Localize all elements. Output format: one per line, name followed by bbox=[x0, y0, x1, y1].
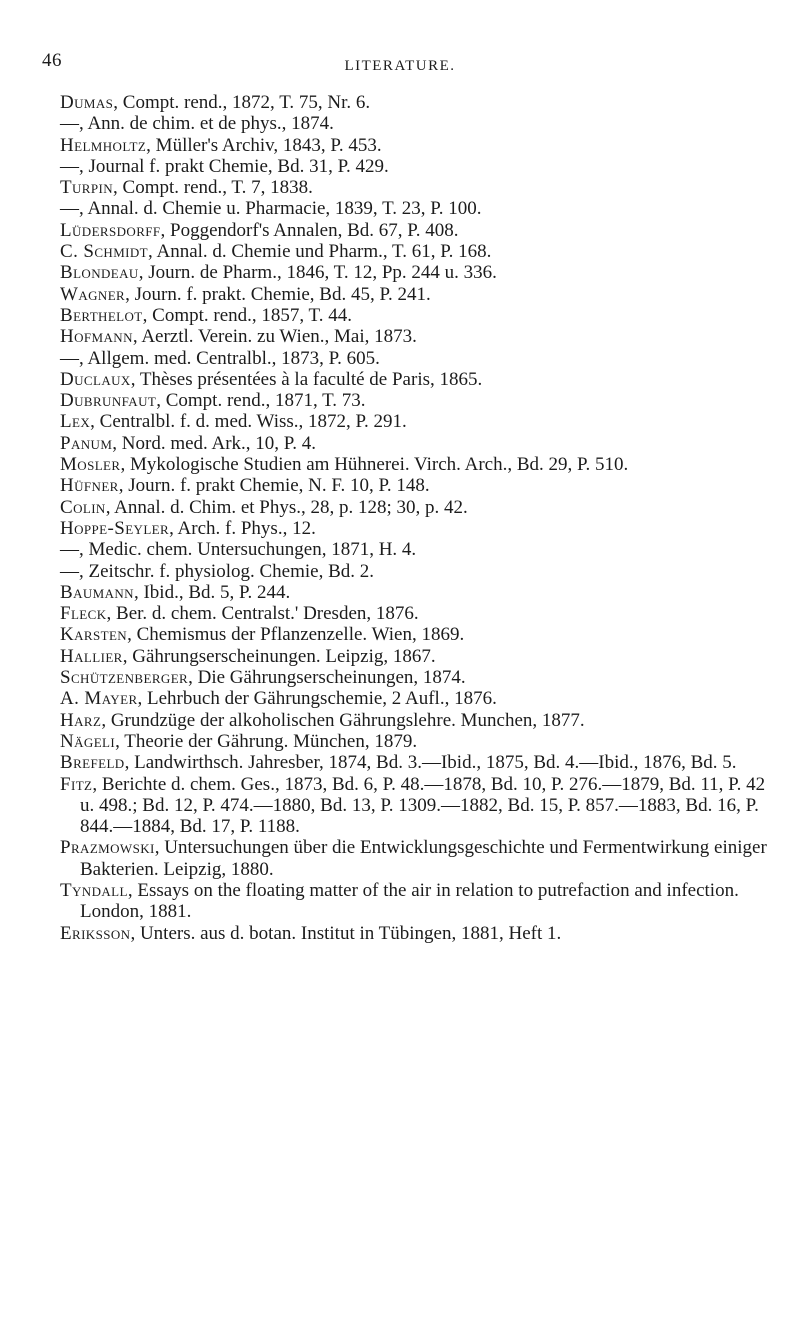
entry-author: Schützenberger bbox=[60, 667, 189, 689]
entry-citation: —, Ann. de chim. et de phys., 1874. bbox=[60, 113, 334, 135]
entry-citation: , Mykologische Studien am Hühnerei. Virch. Arch., Bd. 29, P. 510. bbox=[120, 454, 629, 476]
bibliography-entry bbox=[60, 688, 778, 709]
entry-author: Karsten bbox=[60, 624, 128, 646]
bibliography-entry bbox=[60, 667, 778, 688]
running-head: LITERATURE. bbox=[344, 58, 456, 74]
entry-author: Blondeau bbox=[60, 262, 139, 284]
entry-citation: , Aerztl. Verein. zu Wien., Mai, 1873. bbox=[132, 326, 417, 348]
entry-citation: , Berichte d. chem. Ges., 1873, Bd. 6, P. 48.—1878, Bd. 10, P. 276.—1879, Bd. 11, P. 42 u. 498.; Bd. 12, P. 474.—1880, Bd. 13, P. 1309.—1882, Bd. 15, P. 857.—1883, Bd. 16, P. 844.—1884, Bd. 17, P. 1188. bbox=[80, 773, 766, 838]
bibliography-entry bbox=[60, 454, 778, 475]
entry-author: Mosler bbox=[60, 454, 121, 476]
entry-author: Hoppe-Seyler bbox=[60, 517, 170, 539]
entry-author: Hofmann bbox=[60, 326, 133, 348]
entry-citation: , Theorie der Gährung. München, 1879. bbox=[115, 730, 418, 752]
bibliography-entry bbox=[60, 624, 778, 645]
entry-citation: , Annal. d. Chemie und Pharm., T. 61, P. 168. bbox=[148, 241, 492, 263]
entry-citation: , Untersuchungen über die Entwicklungsgeschichte und Fermentwirkung einiger Bakterien. Leipzig, 1880. bbox=[80, 837, 767, 880]
bibliography-entry bbox=[60, 731, 778, 752]
bibliography-entry bbox=[60, 539, 778, 560]
entry-citation: , Journ. f. prakt. Chemie, Bd. 45, P. 241. bbox=[125, 283, 431, 305]
bibliography-entry bbox=[60, 646, 778, 667]
entry-author: Panum bbox=[60, 432, 113, 454]
entry-author: Dumas bbox=[60, 92, 114, 113]
bibliography-entry bbox=[60, 305, 778, 326]
entry-citation: —, Journal f. prakt Chemie, Bd. 31, P. 429. bbox=[60, 155, 389, 177]
entry-citation: , Compt. rend., 1857, T. 44. bbox=[142, 304, 352, 326]
bibliography-entry bbox=[60, 923, 778, 944]
bibliography-entry bbox=[60, 135, 778, 156]
entry-author: Wagner bbox=[60, 283, 126, 305]
entry-citation: , Die Gährungserscheinungen, 1874. bbox=[188, 667, 466, 689]
bibliography-entry bbox=[60, 348, 778, 369]
entry-author: C. Schmidt bbox=[60, 241, 149, 263]
entry-author: Colin bbox=[60, 496, 106, 518]
entry-citation: —, Allgem. med. Centralbl., 1873, P. 605. bbox=[60, 347, 380, 369]
entry-citation: , Landwirthsch. Jahresber, 1874, Bd. 3.—Ibid., 1875, Bd. 4.—Ibid., 1876, Bd. 5. bbox=[124, 752, 737, 774]
entry-citation: —, Annal. d. Chemie u. Pharmacie, 1839, T. 23, P. 100. bbox=[60, 198, 482, 220]
entry-citation: , Unters. aus d. botan. Institut in Tübingen, 1881, Heft 1. bbox=[130, 922, 562, 944]
bibliography-entry bbox=[60, 198, 778, 219]
entry-citation: , Poggendorf's Annalen, Bd. 67, P. 408. bbox=[160, 219, 459, 241]
bibliography-entry bbox=[60, 710, 778, 731]
bibliography-entry bbox=[60, 156, 778, 177]
entry-author: A. Mayer bbox=[60, 688, 138, 710]
entry-citation: , Centralbl. f. d. med. Wiss., 1872, P. 291. bbox=[90, 411, 407, 433]
bibliography-entry bbox=[60, 262, 778, 283]
entry-author: Lüdersdorff bbox=[60, 219, 161, 241]
entry-citation: , Journ. de Pharm., 1846, T. 12, Pp. 244 u. 336. bbox=[138, 262, 497, 284]
bibliography-entry bbox=[60, 497, 778, 518]
bibliography-entry bbox=[60, 284, 778, 305]
bibliography-entry bbox=[60, 433, 778, 454]
bibliography-entry bbox=[60, 220, 778, 241]
entry-citation: , Ibid., Bd. 5, P. 244. bbox=[133, 581, 291, 603]
entry-citation: , Ber. d. chem. Centralst.' Dresden, 1876. bbox=[106, 603, 419, 625]
entry-citation: , Annal. d. Chim. et Phys., 28, p. 128; 30, p. 42. bbox=[105, 496, 468, 518]
entry-citation: , Compt. rend., T. 7, 1838. bbox=[113, 177, 313, 199]
bibliography-entry bbox=[60, 752, 778, 773]
entry-citation: , Gährungserscheinungen. Leipzig, 1867. bbox=[122, 645, 436, 667]
bibliography-entry bbox=[60, 326, 778, 347]
bibliography-entry bbox=[60, 475, 778, 496]
entry-author: Prazmowski bbox=[60, 837, 155, 859]
entry-author: Dubrunfaut bbox=[60, 390, 157, 412]
entry-citation: , Grundzüge der alkoholischen Gährungslehre. Munchen, 1877. bbox=[101, 709, 585, 731]
entry-author: Berthelot bbox=[60, 304, 143, 326]
entry-citation: , Essays on the floating matter of the air in relation to putrefaction and infection. London, 1881. bbox=[80, 879, 739, 923]
entry-citation: , Compt. rend., 1871, T. 73. bbox=[156, 390, 366, 412]
bibliography-list bbox=[60, 92, 778, 944]
entry-citation: , Arch. f. Phys., 12. bbox=[169, 517, 316, 539]
entry-author: Baumann bbox=[60, 581, 134, 603]
entry-author: Duclaux bbox=[60, 368, 131, 390]
entry-author: Eriksson bbox=[60, 922, 131, 944]
entry-author: Hüfner bbox=[60, 475, 119, 497]
entry-author: Fleck bbox=[60, 603, 107, 625]
bibliography-entry bbox=[60, 369, 778, 390]
entry-citation: , Compt. rend., 1872, T. 75, Nr. 6. bbox=[113, 92, 371, 113]
entry-citation: , Nord. med. Ark., 10, P. 4. bbox=[112, 432, 317, 454]
bibliography-entry bbox=[60, 92, 778, 113]
bibliography-entry bbox=[60, 837, 778, 880]
bibliography-entry bbox=[60, 774, 778, 838]
bibliography-entry bbox=[60, 582, 778, 603]
page-number: 46 bbox=[42, 50, 62, 71]
entry-citation: —, Zeitschr. f. physiolog. Chemie, Bd. 2. bbox=[60, 560, 375, 582]
bibliography-entry bbox=[60, 880, 778, 923]
bibliography-entry bbox=[60, 177, 778, 198]
bibliography-entry bbox=[60, 561, 778, 582]
entry-citation: , Müller's Archiv, 1843, P. 453. bbox=[146, 134, 382, 156]
entry-author: Brefeld bbox=[60, 752, 125, 774]
bibliography-entry bbox=[60, 390, 778, 411]
entry-citation: , Chemismus der Pflanzenzelle. Wien, 1869. bbox=[127, 624, 465, 646]
entry-author: Nägeli bbox=[60, 730, 116, 752]
entry-author: Harz bbox=[60, 709, 102, 731]
entry-author: Helmholtz bbox=[60, 134, 147, 156]
entry-author: Hallier bbox=[60, 645, 123, 667]
entry-citation: , Thèses présentées à la faculté de Paris, 1865. bbox=[130, 368, 483, 390]
entry-author: Turpin bbox=[60, 177, 114, 199]
entry-author: Tyndall bbox=[60, 879, 128, 901]
bibliography-entry bbox=[60, 241, 778, 262]
bibliography-entry bbox=[60, 113, 778, 134]
entry-citation: —, Medic. chem. Untersuchungen, 1871, H. 4. bbox=[60, 539, 417, 561]
entry-author: Lex bbox=[60, 411, 91, 433]
bibliography-entry bbox=[60, 411, 778, 432]
bibliography-entry bbox=[60, 603, 778, 624]
entry-author: Fitz bbox=[60, 773, 93, 795]
bibliography-entry bbox=[60, 518, 778, 539]
entry-citation: , Lehrbuch der Gährungschemie, 2 Aufl., 1876. bbox=[137, 688, 497, 710]
entry-citation: , Journ. f. prakt Chemie, N. F. 10, P. 148. bbox=[118, 475, 430, 497]
